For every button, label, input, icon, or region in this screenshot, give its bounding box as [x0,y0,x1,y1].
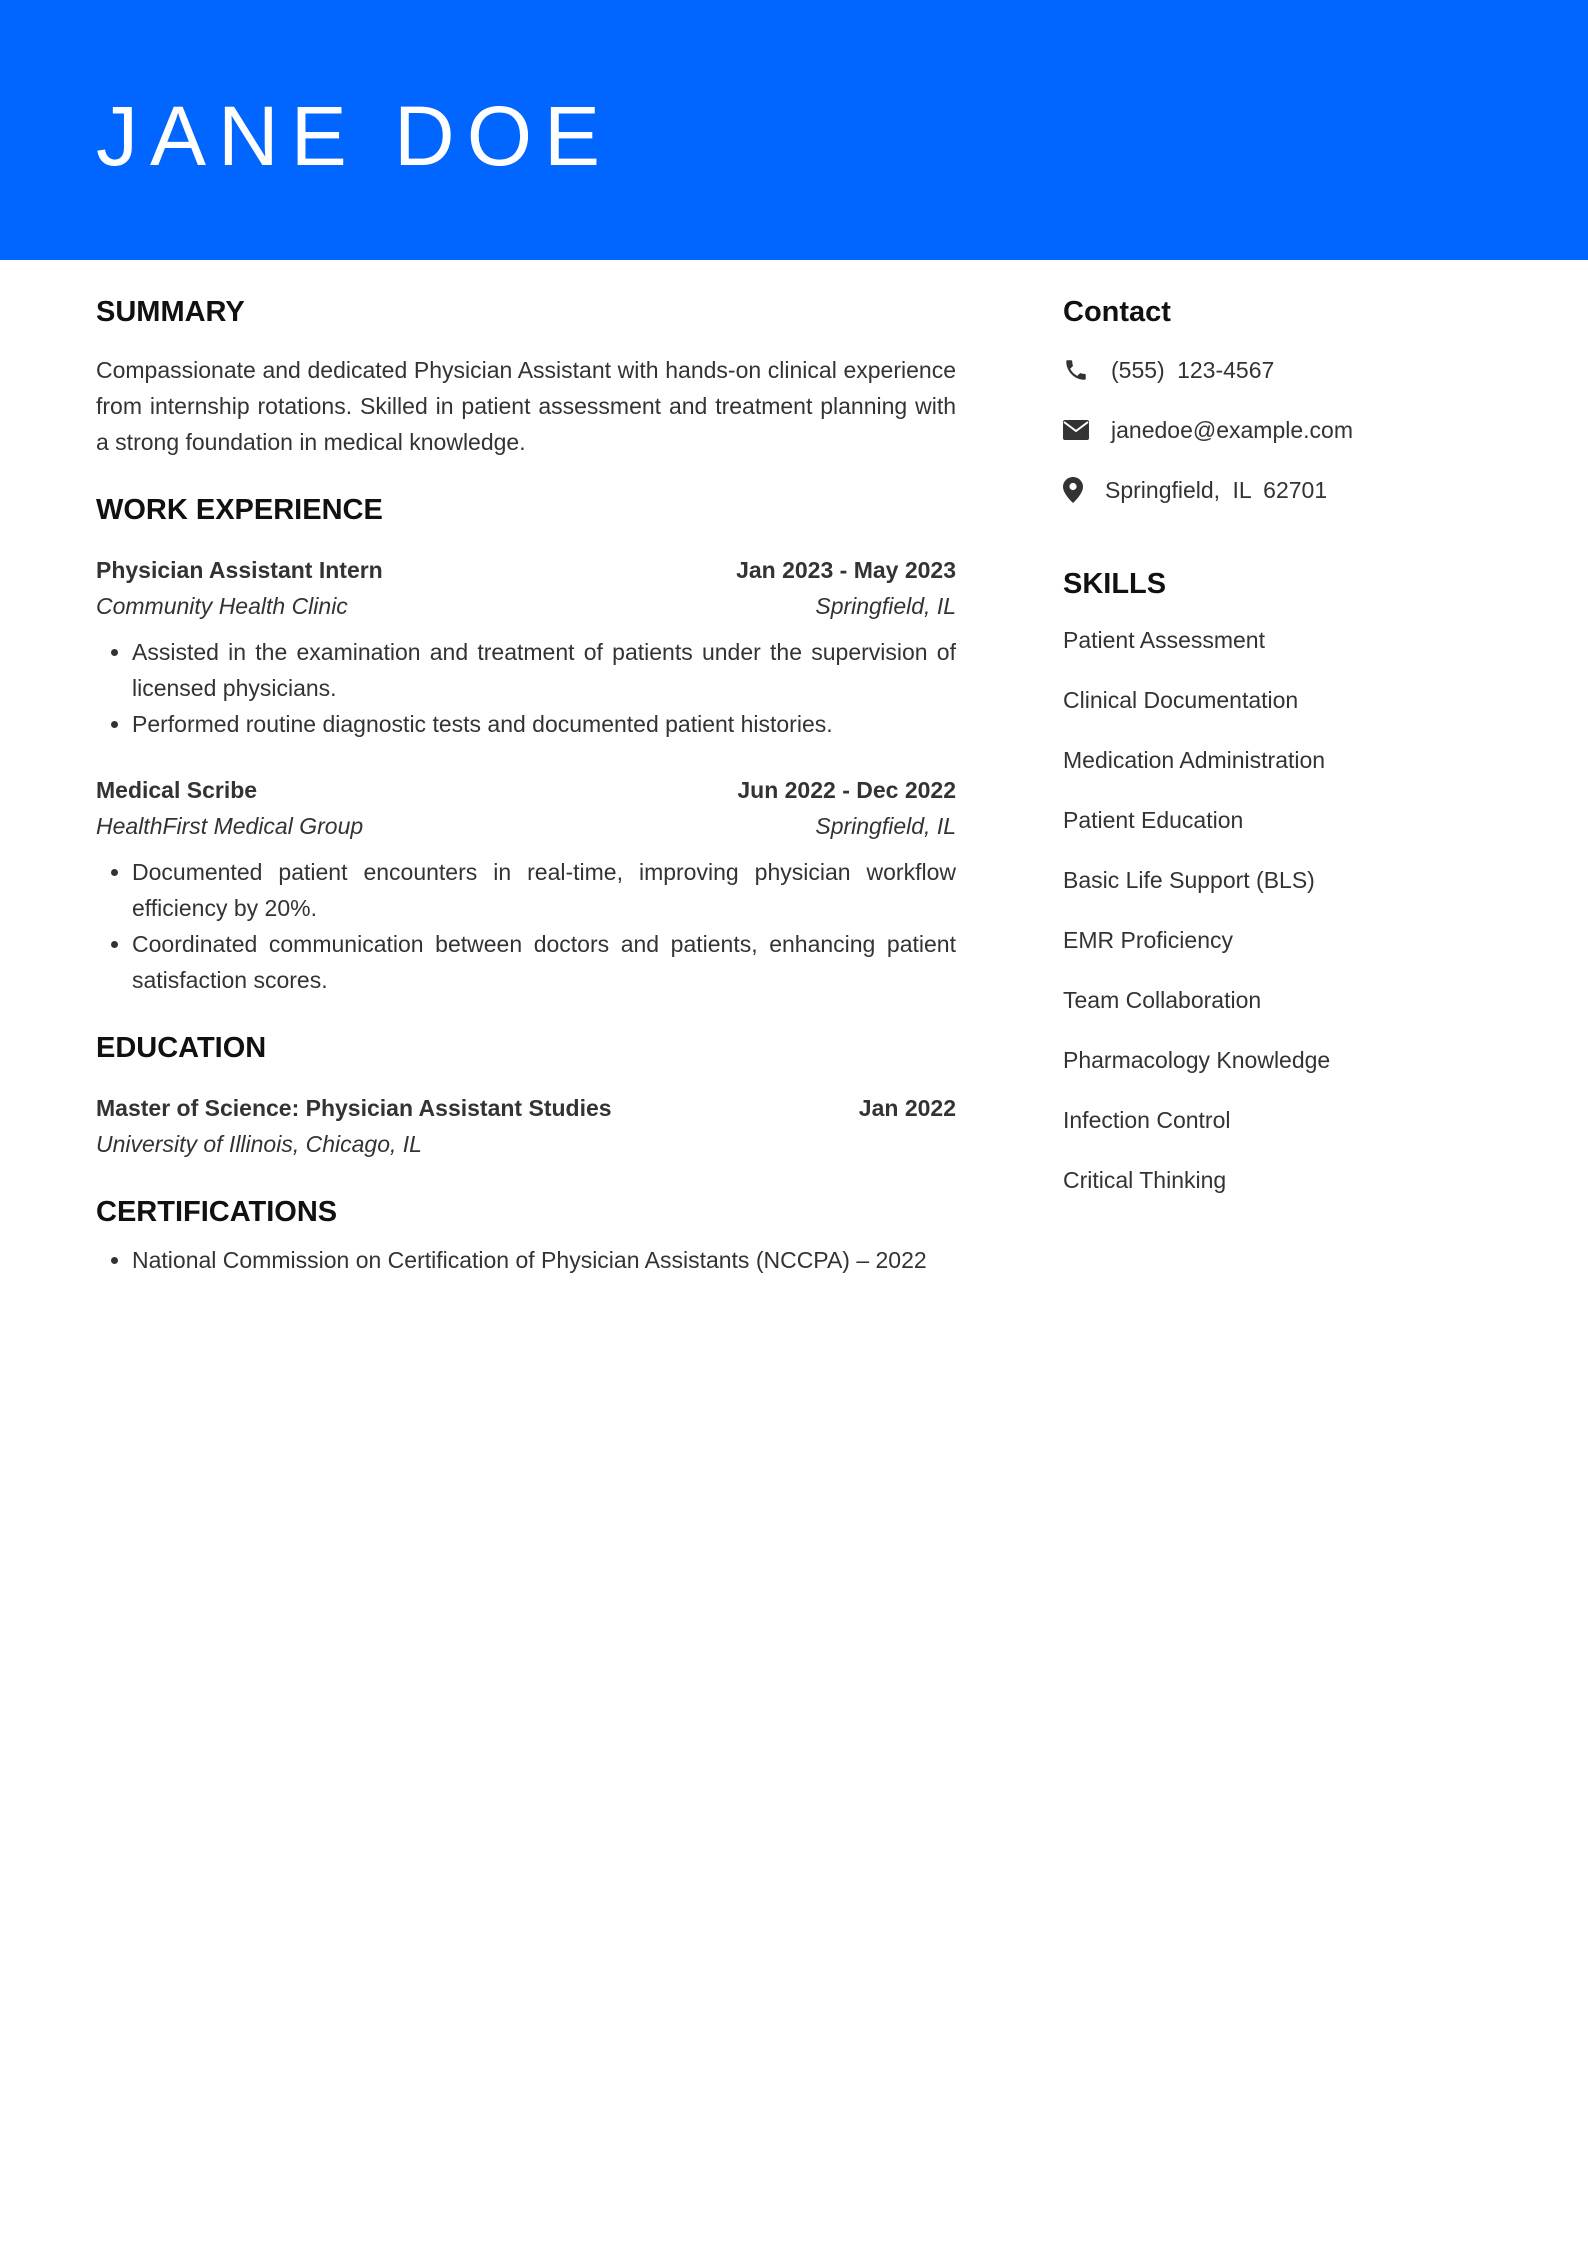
skill-item: Clinical Documentation [1063,687,1299,713]
job-bullets [96,854,956,998]
education-section [96,1028,956,1162]
summary-text: Compassionate and dedicated Physician Assistant with hands-on clinical experience from internship rotations. Skilled in patient assessment and treatment planning with a strong foundation in medical knowledge. [96,357,956,455]
job-bullet: • Coordinated communication between doctors and patients, enhancing patient satisfaction scores. [132,926,956,998]
sidebar-column [1063,292,1493,1222]
job-employer: HealthFirst Medical Group [96,813,364,839]
skills-list [1063,622,1493,1198]
job-dates: Jun 2022 - Dec 2022 [737,777,956,803]
job-title: Medical Scribe [96,777,258,803]
summary-heading: SUMMARY [96,296,245,328]
degree: Master of Science: Physician Assistant Studies [96,1095,612,1121]
education-date: Jan 2022 [858,1095,956,1121]
job-bullets [96,634,956,742]
skill-item: Patient Education [1063,807,1244,833]
job-location: Springfield, IL [815,593,956,619]
skill-item: Infection Control [1063,1107,1231,1133]
contact-list [1063,350,1493,510]
envelope-icon [1063,416,1093,444]
skill-item: Pharmacology Knowledge [1063,1047,1331,1073]
candidate-name: JANE DOE [96,89,613,183]
job-title: Physician Assistant Intern [96,557,383,583]
education-heading: EDUCATION [96,1032,267,1064]
certifications-section [96,1192,956,1278]
certifications-list [96,1242,956,1278]
job-entry [96,552,956,742]
job-bullet: • Assisted in the examination and treatment of patients under the supervision of licensed physicians. [132,634,956,706]
main-column [96,292,956,1278]
skill-item: Medication Administration [1063,747,1326,773]
contact-heading: Contact [1063,296,1171,328]
job-location: Springfield, IL [815,813,956,839]
skills-heading: SKILLS [1063,568,1167,600]
education-entry [96,1090,956,1162]
job-dates: Jan 2023 - May 2023 [736,557,956,583]
header-banner [0,0,1588,260]
contact-email [1063,410,1493,450]
skill-item: Team Collaboration [1063,987,1262,1013]
skill-item: Patient Assessment [1063,627,1265,653]
certifications-heading: CERTIFICATIONS [96,1196,338,1228]
map-pin-icon [1063,476,1093,504]
contact-email-text: janedoe@example.com [1111,416,1353,443]
job-bullet: • Performed routine diagnostic tests and documented patient histories. [132,706,956,742]
job-employer: Community Health Clinic [96,593,348,619]
summary-section [96,292,956,460]
contact-location-text: Springfield, IL 62701 [1105,476,1328,503]
job-bullet: • Documented patient encounters in real-time, improving physician workflow efficiency by 20%. [132,854,956,926]
certification-item: • National Commission on Certification of Physician Assistants (NCCPA) – 2022 [132,1242,956,1278]
job-entry [96,772,956,998]
contact-location [1063,470,1493,510]
school: University of Illinois, Chicago, IL [96,1131,422,1157]
skill-item: Critical Thinking [1063,1167,1227,1193]
skill-item: EMR Proficiency [1063,927,1233,953]
work-experience-heading: WORK EXPERIENCE [96,494,383,526]
contact-phone-text: (555) 123-4567 [1111,356,1275,383]
contact-phone [1063,350,1493,390]
work-experience-section [96,490,956,998]
skill-item: Basic Life Support (BLS) [1063,867,1315,893]
phone-icon [1063,356,1093,384]
